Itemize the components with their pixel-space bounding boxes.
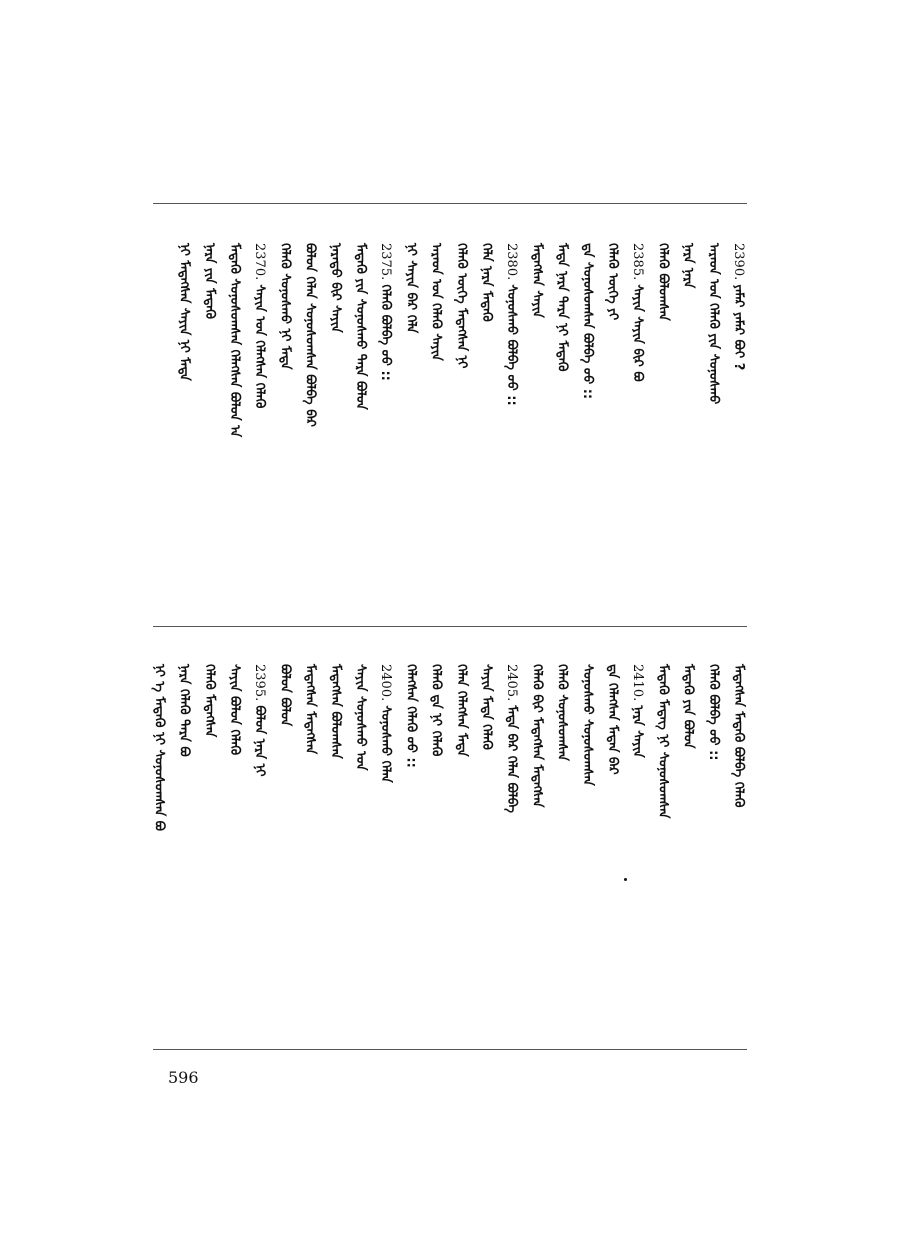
verse-text: ᠮᠡᠳᠡᠬᠦ ᠶᠢᠨ ᠰᠣᠨᠣᠰᠬᠤ ᠲᠡᠷᠡ ᠪᠤᠯᠤᠨ (353, 243, 368, 410)
verse-line (403, 243, 417, 333)
middle-rule (153, 626, 747, 627)
verse-line (731, 664, 745, 808)
verse-text: ᠰᠠᠶᠢᠨ ᠰᠠᠶᠢᠨ ᠪᠢᠷ ᠪᠤ (630, 284, 646, 382)
verse-line (580, 243, 594, 399)
verse-text: ᠪᠤᠯᠤᠨ ᠨᠡᠷᠡ ᠨᠢ (252, 705, 268, 777)
verse-line (378, 664, 392, 783)
verse-text: ᠬᠡᠯᠡᠬᠦ ᠰᠣᠨᠣᠰᠤᠭᠰᠠᠨ (554, 664, 570, 761)
verse-text: ᠬᠡᠯᠡᠬᠦ ᠪᠤᠯᠪᠠ ᠤᠤ :: (705, 664, 721, 761)
verse-line (655, 664, 669, 818)
verse-text: ᠬᠡᠯᠡᠬᠦ ᠳᠠ ᠨᠢ ᠬᠡᠯᠡᠬᠦ (428, 664, 444, 757)
line-number: 2405. (504, 664, 520, 702)
verse-text: ᠬᠡᠯᠡ ᠨᠡᠷᠡ ᠮᠡᠳᠡᠬᠦ (479, 243, 494, 322)
verse-line (277, 243, 291, 370)
verse-line (681, 243, 695, 288)
verse-line (328, 664, 342, 759)
top-rule (153, 203, 747, 204)
verse-text: ᠨᠡᠷᠡ ᠶᠢᠨ ᠮᠡᠳᠡᠬᠦ (201, 243, 217, 319)
verse-text: ᠰᠠᠶᠢᠨ ᠪᠤᠯᠤᠨ ᠬᠡᠯᠡᠬᠦ (227, 664, 242, 756)
verse-text: ᠰᠣᠨᠣᠰᠬᠤ ᠪᠤᠯᠪᠠ ᠤᠤ :: (504, 284, 520, 406)
verse-line (555, 664, 569, 761)
verse-line (177, 243, 191, 381)
verse-text: ᠮᠡᠳᠡᠭᠰᠡᠨ ᠪᠤᠯᠤᠭᠰᠠᠨ (327, 664, 343, 759)
verse-text: ᠰᠠᠶᠢᠨ ᠮᠡᠳᠡ ᠬᠡᠯᠡᠬᠦ (479, 664, 494, 750)
verse-text: ᠮᠡᠳᠡᠭᠰᠡᠨ ᠰᠠᠶᠢᠨ (529, 243, 545, 318)
line-number: 2390. (731, 243, 746, 281)
verse-line (630, 664, 644, 758)
verse-line (454, 664, 468, 757)
verse-line (580, 664, 594, 786)
verse-line (605, 664, 619, 775)
verse-section-upper (153, 243, 747, 613)
verse-line (151, 664, 165, 831)
verse-line (605, 243, 619, 320)
verse-line (454, 243, 468, 368)
verse-text: ᠮᠡᠳᠡᠭᠰᠡᠨ ᠮᠡᠳᠡᠬᠦ ᠪᠤᠯᠪᠠ ᠬᠡᠯᠡᠬᠦ (731, 664, 746, 808)
verse-text: ᠮᠡᠳᠡ ᠪᠠᠷ ᠬᠡᠯᠡᠨ ᠪᠤᠯᠪᠠ (504, 705, 520, 813)
verse-text: ᠰᠠᠶᠢᠨ ᠤᠨ ᠬᠡᠯᠡᠭᠰᠡᠨ ᠬᠡᠯᠡᠬᠦ (252, 284, 268, 409)
line-number: 2410. (630, 664, 646, 702)
verse-text: ᠨᠢ ᠡ ᠮᠡᠳᠡᠬᠦ ᠨᠢ ᠰᠣᠨᠣᠰᠤᠭᠰᠠᠨ ᠪᠤ (151, 664, 167, 832)
verse-line (353, 243, 367, 410)
verse-line (303, 664, 317, 754)
verse-line (429, 664, 443, 756)
verse-text: ᠠᠷᠠᠳ ᠤᠨ ᠬᠡᠯᠡᠬᠦ ᠰᠠᠶᠢᠨ (428, 243, 444, 361)
verse-text: ᠳᠠ ᠰᠣᠨᠣᠰᠤᠭᠰᠠᠨ ᠪᠤᠯᠪᠠ ᠤᠤ :: (579, 243, 595, 400)
verse-text: ᠨᠡᠷᠡ ᠨᠡᠷᠡ (680, 243, 696, 289)
verse-text: ᠬᠡᠯᠡᠬᠦ ᠦᠭᠡ ᠶᠢ (605, 243, 620, 321)
verse-line (529, 664, 543, 807)
line-number: 2370. (252, 243, 268, 281)
verse-text: ᠠᠷᠠᠳ ᠤᠨ ᠬᠡᠯᠡᠬᠦ ᠶᠢᠨ ᠰᠣᠨᠣᠰᠬᠤ (705, 243, 721, 405)
verse-line (681, 664, 695, 748)
ink-dot (624, 878, 627, 881)
verse-line (202, 243, 216, 319)
verse-line (227, 243, 241, 437)
verse-line (706, 664, 720, 760)
verse-text: ᠮᠡᠳᠡᠬᠦ ᠰᠣᠨᠣᠰᠤᠭᠰᠠᠨ ᠬᠡᠯᠡᠭᠰᠡᠨ ᠪᠤᠯᠤᠨ ᠠ (227, 243, 242, 438)
verse-text: ᠬᠡᠯᠡᠬᠦ ᠰᠣᠨᠣᠰᠬᠤ ᠨᠢ ᠮᠡᠳᠡ (277, 243, 293, 370)
verse-line (504, 243, 518, 406)
line-number: 2400. (378, 664, 394, 702)
verse-line (630, 243, 644, 382)
verse-text: ᠬᠡᠯᠡᠬᠦ ᠪᠤᠯᠤᠭᠰᠠᠨ (655, 243, 671, 321)
verse-text: ᠪᠤᠯᠤᠨ ᠬᠡᠯᠡᠨ ᠰᠣᠨᠣᠰᠤᠭᠰᠠᠨ ᠪᠤᠯᠪᠠ ᠪᠠᠷ (302, 243, 318, 427)
verse-line (378, 243, 392, 381)
bottom-rule (153, 1049, 747, 1050)
verse-section-lower (153, 664, 747, 1034)
verse-text: ᠬᠡᠯᠡᠬᠦ ᠪᠢᠷ ᠮᠡᠳᠡᠭᠰᠡᠨ ᠮᠡᠳᠡᠭᠰᠡᠨ (529, 664, 545, 808)
verse-text: ᠨᠡᠷᠡ ᠬᠡᠯᠡᠬᠦ ᠲᠡᠷᠡ ᠪᠤ (176, 664, 192, 757)
verse-text: ᠰᠣᠨᠣᠰᠬᠤ ᠰᠣᠨᠣᠰᠤᠭᠰᠠᠨ (579, 664, 595, 786)
verse-text: ᠶᠠᠮᠠᠷ ᠶᠠᠮᠠᠷ ᠪᠤᠢ ? (731, 284, 746, 371)
page-number: 596 (168, 1068, 199, 1087)
verse-line (277, 664, 291, 726)
verse-text: ᠬᠡᠯᠡᠬᠦ ᠦᠭᠡ ᠮᠡᠳᠡᠭᠰᠡᠨ ᠨᠢ (453, 243, 469, 369)
verse-text: ᠨᠡᠷᠡ ᠰᠠᠶᠢᠨ (630, 705, 646, 758)
verse-text: ᠬᠡᠯᠡᠬᠦ ᠪᠤᠯᠪᠠ ᠤᠤ :: (378, 284, 394, 381)
line-number: 2380. (504, 243, 520, 281)
verse-line (479, 664, 493, 750)
verse-line (252, 243, 266, 408)
verse-line (353, 664, 367, 771)
verse-text: ᠬᠡᠯᠡᠬᠦ ᠮᠡᠳᠡᠭᠰᠡᠨ (201, 664, 217, 738)
line-number: 2395. (252, 664, 268, 702)
verse-line (555, 243, 569, 371)
verse-text: ᠪᠤᠯᠤᠨ ᠪᠤᠯᠤᠨ (277, 664, 293, 727)
verse-line (529, 243, 543, 318)
verse-line (202, 664, 216, 737)
line-number: 2385. (630, 243, 646, 281)
verse-text: ᠬᠡᠯᠡᠨ ᠬᠡᠯᠡᠭᠰᠡᠨ ᠮᠡᠳᠡ (453, 664, 469, 757)
verse-line (429, 243, 443, 361)
line-number: 2375. (378, 243, 394, 281)
verse-line (479, 243, 493, 322)
verse-line (655, 243, 669, 321)
verse-text: ᠨᠢ ᠰᠠᠶᠢᠨ ᠪᠠᠷ ᠬᠡᠯᠡ (403, 243, 419, 334)
verse-line (252, 664, 266, 776)
verse-text: ᠬᠡᠯᠡᠭᠰᠡᠨ ᠬᠡᠯᠡᠬᠦ ᠤᠤ :: (403, 664, 419, 768)
verse-line (504, 664, 518, 813)
verse-line (706, 243, 720, 404)
verse-text: ᠨᠢ ᠮᠡᠳᠡᠭᠰᠡᠨ ᠰᠠᠶᠢᠨ ᠨᠢ ᠮᠡᠳᠡ (176, 243, 192, 381)
verse-line (303, 243, 317, 427)
verse-line (731, 243, 745, 370)
verse-line (403, 664, 417, 768)
verse-text: ᠮᠡᠳᠡ ᠨᠡᠷᠡ ᠲᠡᠷᠡ ᠨᠢ ᠮᠡᠳᠡᠬᠦ (554, 243, 570, 372)
verse-line (227, 664, 241, 755)
verse-text: ᠳᠠ ᠬᠡᠯᠡᠭᠰᠡᠨ ᠮᠡᠳᠡᠨ ᠪᠠᠷ (605, 664, 620, 775)
verse-text: ᠮᠡᠳᠡᠬᠦ ᠶᠢᠨ ᠪᠤᠯᠤᠨ (680, 664, 696, 749)
verse-line (177, 664, 191, 757)
verse-text: ᠰᠣᠨᠣᠰᠬᠤ ᠬᠡᠯᠡᠨ (378, 705, 394, 783)
verse-line (328, 243, 342, 333)
verse-text: ᠮᠡᠳᠡᠭᠰᠡᠨ ᠮᠡᠳᠡᠭᠰᠡᠨ (302, 664, 318, 755)
verse-text: ᠰᠠᠶᠢᠨ ᠰᠣᠨᠣᠰᠬᠤ ᠤᠨ (353, 664, 368, 771)
verse-text: ᠨᠡᠷᠡᠳᠦ ᠪᠢᠷ ᠰᠠᠶᠢᠨ (327, 243, 343, 333)
verse-text: ᠮᠡᠳᠡᠬᠦ ᠮᠡᠳᠡᠭ ᠨᠢ ᠰᠣᠨᠣᠰᠤᠭᠰᠠᠨ (655, 664, 671, 819)
